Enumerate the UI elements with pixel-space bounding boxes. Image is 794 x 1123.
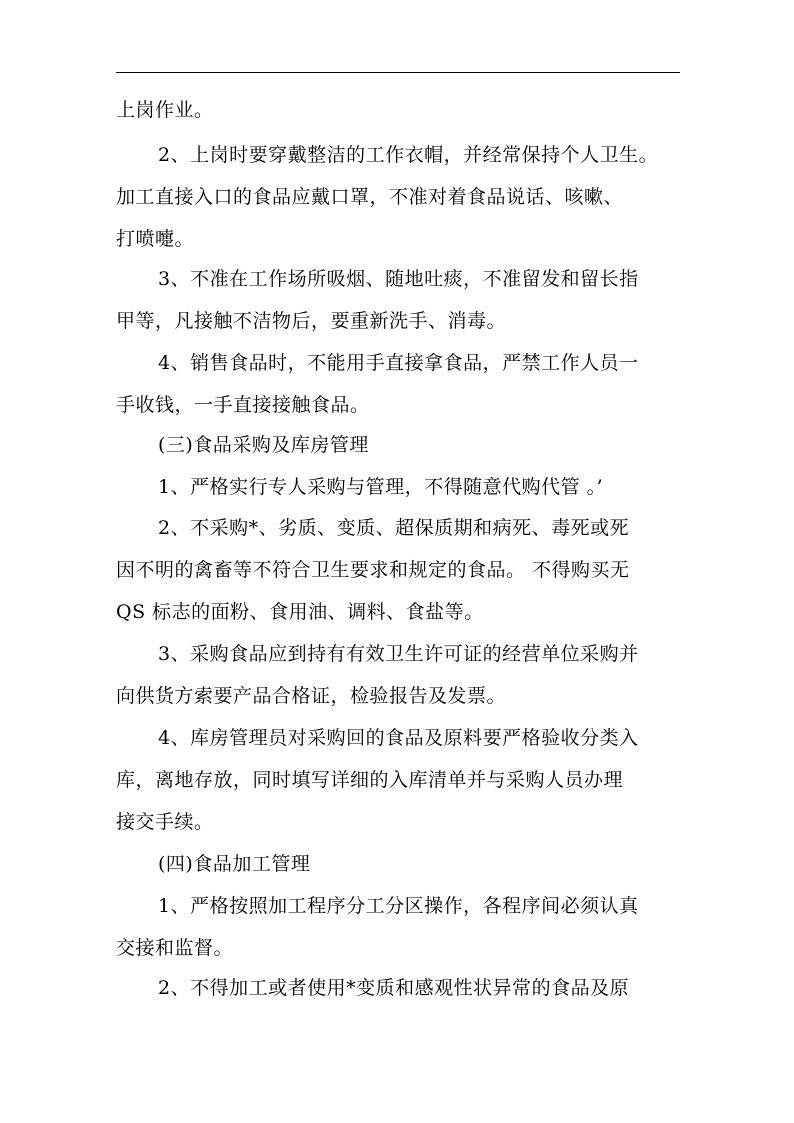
text-line: 加工直接入口的食品应戴口罩，不准对着食品说话、咳嗽、 [116,186,624,208]
text-line: 2、不得加工或者使用*变质和感观性状异常的食品及原 [158,977,630,999]
text-line: 3、采购食品应到持有有效卫生许可证的经营单位采购并 [158,643,639,665]
text-line: 上岗作业。 [116,99,214,121]
text-line: 交接和监督。 [116,937,234,959]
text-line: 1、严格按照加工程序分工分区操作，各程序间必须认真 [158,895,639,917]
text-line: 库，离地存放，同时填写详细的入库清单并与采购人员办理 [116,769,624,791]
text-line: 手收钱，一手直接接触食品。 [116,394,370,416]
text-line: 4、销售食品时，不能用手直接拿食品，严禁工作人员一 [158,352,639,374]
text-line: 甲等，凡接触不洁物后，要重新洗手、消毒。 [116,310,507,332]
header-rule [116,72,680,73]
text-line: QS 标志的面粉、食用油、调料、食盐等。 [116,601,484,623]
text-line: 因不明的禽畜等不符合卫生要求和规定的食品。 不得购买无 [116,559,630,581]
text-line: 3、不准在工作场所吸烟、随地吐痰，不准留发和留长指 [158,268,639,290]
text-line: 1、严格实行专人采购与管理，不得随意代购代管 。’ [158,476,604,498]
text-line: 向供货方索要产品合格证，检验报告及发票。 [116,685,507,707]
text-line: (四)食品加工管理 [158,853,311,875]
text-line: 4、库房管理员对采购回的食品及原料要严格验收分类入 [158,727,639,749]
text-line: 2、不采购*、劣质、变质、超保质期和病死、毒死或死 [158,517,630,539]
text-line: 2、上岗时要穿戴整洁的工作衣帽，并经常保持个人卫生。 [158,144,659,166]
text-line: (三)食品采购及库房管理 [158,434,369,456]
text-line: 打喷嚏。 [116,228,195,250]
text-line: 接交手续。 [116,811,214,833]
